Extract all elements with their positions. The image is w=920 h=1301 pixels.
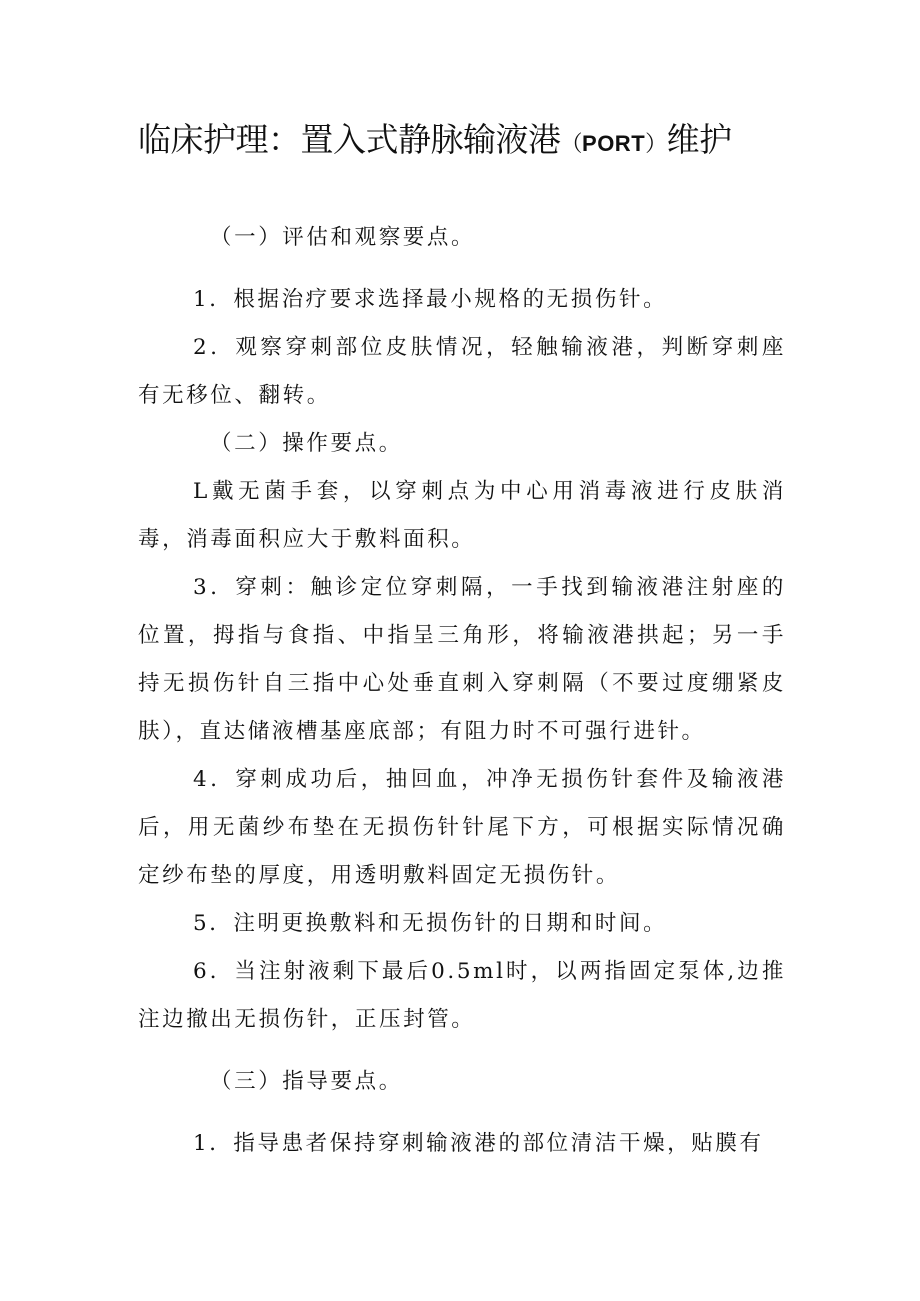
paragraph-item: L戴无菌手套，以穿刺点为中心用消毒液进行皮肤消毒，消毒面积应大于敷料面积。 xyxy=(138,479,786,552)
paragraph-item: 3．穿刺：触诊定位穿刺隔，一手找到输液港注射座的位置，拇指与食指、中指呈三角形，将输液港拱起；另一手持无损伤针自三指中心处垂直刺入穿刺隔（不要过度绷紧皮肤），直达储液槽基座底部；有阻力时不可强行进针。 xyxy=(138,575,786,744)
title-paren-open: （ xyxy=(560,132,583,157)
title-paren-close: ） xyxy=(645,132,667,157)
document-body xyxy=(138,214,786,1168)
paragraph-item: 5．注明更换敷料和无损伤针的日期和时间。 xyxy=(193,911,668,936)
paragraph-item: 6．当注射液剩下最后0.5ml时，以两指固定泵体,边推注边撤出无损伤针，正压封管。 xyxy=(138,959,786,1032)
title-port-text: PORT xyxy=(582,131,646,156)
paragraph-item: 4．穿刺成功后，抽回血，冲净无损伤针套件及输液港后，用无菌纱布垫在无损伤针针尾下方，可根据实际情况确定纱布垫的厚度，用透明敷料固定无损伤针。 xyxy=(138,767,786,888)
title-end-text: 维护 xyxy=(666,120,732,159)
section-heading-operation: （二）操作要点。 xyxy=(210,431,403,456)
paragraph-item: 1．指导患者保持穿刺输液港的部位清洁干燥，贴膜有 xyxy=(193,1131,764,1156)
section-heading-guidance: （三）指导要点。 xyxy=(210,1069,403,1094)
title-main-text: 临床护理：置入式静脉输液港 xyxy=(138,120,561,159)
paragraph-item: 1．根据治疗要求选择最小规格的无损伤针。 xyxy=(193,287,668,312)
paragraph-item: 2．观察穿刺部位皮肤情况，轻触输液港，判断穿刺座有无移位、翻转。 xyxy=(138,335,786,408)
section-heading-assessment: （一）评估和观察要点。 xyxy=(210,225,476,250)
document-title xyxy=(138,118,838,167)
